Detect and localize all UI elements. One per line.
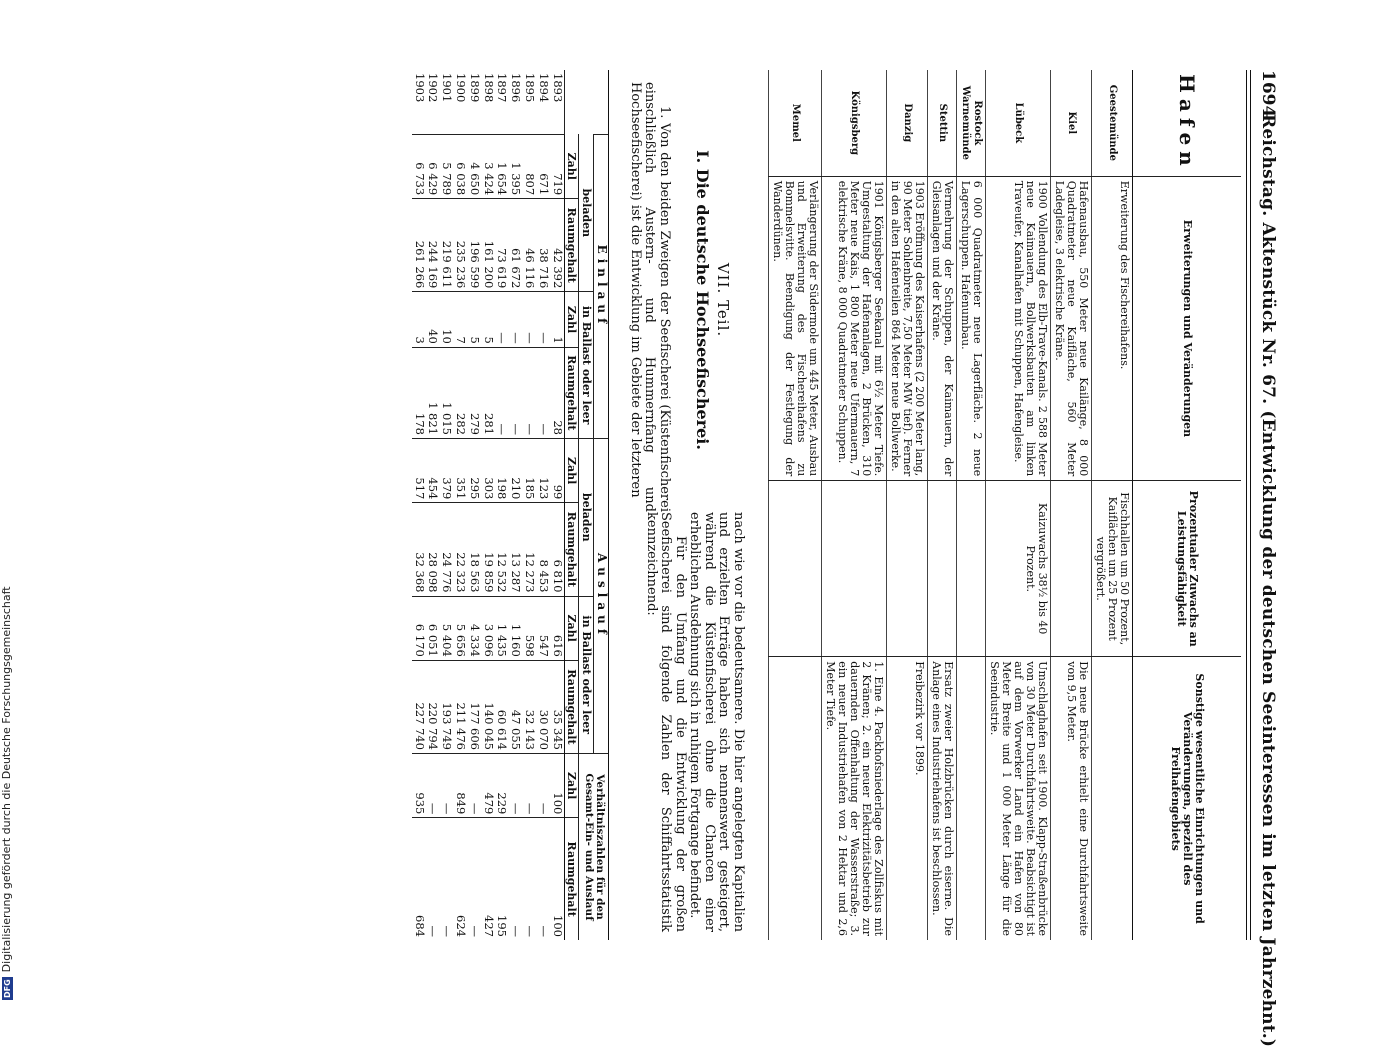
port-cell: Danzig <box>902 103 913 143</box>
value-cell: 100 <box>550 754 564 818</box>
value-cell: 3 096 <box>481 596 495 660</box>
growth-cell <box>887 481 928 657</box>
port-cell: Stettin <box>937 103 948 143</box>
other-cell: Die neue Brücke erhielt eine Durchfahrtsweite von 9,5 Meter. <box>1051 657 1092 940</box>
value-cell: — <box>522 347 536 438</box>
growth-cell <box>957 481 986 657</box>
table-row <box>439 70 453 940</box>
growth-cell <box>822 481 887 657</box>
value-cell: 244 169 <box>426 199 440 292</box>
growth-cell: Fischhallen um 50 Prozent, Kaiflächen um 25 Prozent vergrößert. <box>1092 481 1133 657</box>
value-cell: 229 <box>495 754 509 818</box>
value-cell: 99 <box>550 439 564 503</box>
value-cell: 5 789 <box>439 134 453 198</box>
sub-in-ballast: in Ballast oder leer <box>579 292 594 439</box>
changes-cell: 6 000 Quadratmeter neue Lagerfläche. 2 neue Lagerschuppen. Hafenumbau. <box>957 176 986 480</box>
year-cell: 1900 <box>454 73 469 103</box>
table-row <box>986 70 1051 940</box>
port-cell: Lübeck <box>1013 102 1024 144</box>
other-cell <box>1092 657 1133 940</box>
col-count: Zahl <box>564 439 579 503</box>
year-cell: 1895 <box>523 73 538 103</box>
traffic-table <box>412 70 609 940</box>
value-cell: — <box>522 292 536 347</box>
value-cell: 3 424 <box>481 134 495 198</box>
traffic-header-groups <box>594 70 609 940</box>
value-cell: 379 <box>439 439 453 503</box>
changes-cell: Verlängerung der Südermole um 445 Meter, Ausbau und Erweiterung des Fischereihafens zu Bommelsvitte. Beendigung der Festlegung der Wanderdünen. <box>769 176 822 480</box>
value-cell: 351 <box>453 439 467 503</box>
value-cell: — <box>439 818 453 940</box>
section-title: I. Die deutsche Hochseefischerei. <box>693 150 712 450</box>
value-cell: 19 859 <box>481 503 495 596</box>
value-cell: 12 273 <box>522 503 536 596</box>
table-row <box>1051 70 1092 940</box>
value-cell: 261 266 <box>412 199 426 292</box>
value-cell: 28 <box>550 347 564 438</box>
other-cell: Umschlaghafen seit 1900. Klapp-Straßenbrücke von 30 Meter Durchfahrtsweite. Beabsichtigt ist auf dem Vorwerker Land ein Hafen von 80 Meter Breite und 1 000 Meter Länge für die Seeindustrie. <box>986 657 1051 940</box>
value-cell: — <box>522 754 536 818</box>
table-row <box>822 70 887 940</box>
value-cell: 1 <box>550 292 564 347</box>
harbor-table-header <box>1133 70 1242 940</box>
traffic-header-cols <box>564 70 579 940</box>
value-cell: 6 170 <box>412 596 426 660</box>
port-cell: Rostock Warnemünde <box>960 85 983 160</box>
table-row <box>769 70 822 940</box>
value-cell: 47 055 <box>508 660 522 753</box>
value-cell: 18 563 <box>467 503 481 596</box>
value-cell: 807 <box>522 134 536 198</box>
page-header <box>1253 70 1278 1047</box>
year-cell: 1902 <box>426 73 441 103</box>
harbor-table-body <box>769 70 1133 940</box>
growth-cell <box>769 481 822 657</box>
traffic-table-body <box>412 70 564 940</box>
value-cell: 32 368 <box>412 503 426 596</box>
paragraph-2: nach wie vor die bedeutsamere. Die hier angelegten Kapitalien und erzielten Erträge haben sich nennenswert gesteigert, während die Küstenfischerei ohne die Chancen einer erheblichen Ausdehnung sich in ruhigem Fortgange befindet. <box>687 512 746 932</box>
value-cell: 281 <box>481 347 495 438</box>
value-cell: 193 749 <box>439 660 453 753</box>
value-cell: — <box>536 292 550 347</box>
table-row <box>957 70 986 940</box>
value-cell: 219 611 <box>439 199 453 292</box>
value-cell: 40 <box>426 292 440 347</box>
value-cell: 6 733 <box>412 134 426 198</box>
other-cell: 1. Eine 4. Packhofsniederlage des Zollfiskus mit 2 Kränen; 2. ein neuer Elektrizitätsbetrieb zur dauernden Offenhaltung der Wasserstraße; 3. ein neuer Industriehafen von 2 Hektar und 2,6 Meter Tiefe. <box>822 657 887 940</box>
value-cell: 6 051 <box>426 596 440 660</box>
table-row <box>412 70 426 940</box>
value-cell: 32 143 <box>522 660 536 753</box>
table-row <box>453 70 467 940</box>
year-cell: 1899 <box>467 73 482 103</box>
other-cell <box>957 657 986 940</box>
value-cell: 1 821 <box>426 347 440 438</box>
value-cell: 684 <box>412 818 426 940</box>
value-cell: 12 532 <box>495 503 509 596</box>
growth-cell: Kaizuwachs 38½ bis 40 Prozent. <box>986 481 1051 657</box>
value-cell: 282 <box>453 347 467 438</box>
value-cell: — <box>439 754 453 818</box>
col-header-year <box>564 70 608 134</box>
value-cell: 4 650 <box>467 134 481 198</box>
value-cell: 220 794 <box>426 660 440 753</box>
col-count: Zahl <box>564 596 579 660</box>
value-cell: 178 <box>412 347 426 438</box>
paragraph-1: 1. Von den beiden Zweigen der Seefischerei (Küstenfischerei einschließlich Austern- und Hummernfang und Hochseefischerei) ist die Entwicklung im Gebiete der letzteren <box>628 82 672 512</box>
value-cell: 227 740 <box>412 660 426 753</box>
value-cell: 177 606 <box>467 660 481 753</box>
value-cell: 517 <box>412 439 426 503</box>
value-cell: 210 <box>508 439 522 503</box>
changes-cell: Vermehrung der Schuppen, der Kaimauern, der Gleisanlagen und der Kräne. <box>928 176 957 480</box>
other-cell <box>769 657 822 940</box>
value-cell: 6 810 <box>550 503 564 596</box>
value-cell: 22 323 <box>453 503 467 596</box>
value-cell: 10 <box>439 292 453 347</box>
value-cell: 30 070 <box>536 660 550 753</box>
col-tonnage: Raumgehalt <box>564 818 579 940</box>
value-cell: 1 015 <box>439 347 453 438</box>
digitization-credit <box>0 0 20 1000</box>
table-row <box>1092 70 1133 940</box>
col-tonnage: Raumgehalt <box>564 347 579 438</box>
value-cell: 42 392 <box>550 199 564 292</box>
value-cell: 8 453 <box>536 503 550 596</box>
value-cell: 5 <box>467 292 481 347</box>
value-cell: 616 <box>550 596 564 660</box>
value-cell: 5 656 <box>453 596 467 660</box>
value-cell: — <box>495 292 509 347</box>
value-cell: 935 <box>412 754 426 818</box>
value-cell: 1 160 <box>508 596 522 660</box>
value-cell: — <box>536 347 550 438</box>
value-cell: 38 716 <box>536 199 550 292</box>
year-cell: 1897 <box>495 73 510 103</box>
table-row <box>928 70 957 940</box>
value-cell: — <box>508 754 522 818</box>
value-cell: 1 654 <box>495 134 509 198</box>
value-cell: — <box>508 292 522 347</box>
value-cell: 28 098 <box>426 503 440 596</box>
col-header-harbor: Hafen <box>1133 70 1242 176</box>
value-cell: 7 <box>453 292 467 347</box>
value-cell: — <box>426 754 440 818</box>
other-cell: Ersatz zweier Holzbrücken durch eiserne. Die Anlage eines Industriehafens ist beschlossen. <box>928 657 957 940</box>
value-cell: 547 <box>536 596 550 660</box>
port-cell: Geestemünde <box>1107 84 1118 162</box>
rotated-page <box>275 70 1278 1047</box>
group-einlauf: Einlauf <box>594 134 609 438</box>
value-cell: 46 116 <box>522 199 536 292</box>
col-header-growth: Prozentualer Zuwachs an Leistungsfähigkeit <box>1133 481 1242 657</box>
page-number: 1694 <box>1258 70 1278 118</box>
value-cell: 100 <box>550 818 564 940</box>
year-cell: 1896 <box>509 73 524 103</box>
table-row <box>536 70 550 940</box>
value-cell: 624 <box>453 818 467 940</box>
table-row <box>508 70 522 940</box>
year-cell: 1894 <box>536 73 551 103</box>
value-cell: — <box>508 347 522 438</box>
value-cell: 73 619 <box>495 199 509 292</box>
table-row <box>550 70 564 940</box>
value-cell: 35 345 <box>550 660 564 753</box>
table-row <box>426 70 440 940</box>
value-cell: 3 <box>412 292 426 347</box>
col-header-other: Sonstige wesentliche Einrichtungen und Veränderungen, speziell des Freihafengebiets <box>1133 657 1242 940</box>
value-cell: 185 <box>522 439 536 503</box>
value-cell: 60 614 <box>495 660 509 753</box>
year-cell: 1901 <box>440 73 455 103</box>
value-cell: 849 <box>453 754 467 818</box>
col-count: Zahl <box>564 134 579 198</box>
port-cell: Memel <box>790 103 801 142</box>
changes-cell: 1903 Eröffnung des Kaiserhafens (2 200 Meter lang, 90 Meter Sohlenbreite, 7,50 Meter MW tief). Ferner in den alten Hafenteilen 864 Meter neue Bollwerke. <box>887 176 928 480</box>
value-cell: 719 <box>550 134 564 198</box>
paragraph-3: Für den Umfang und die Entwicklung der großen Seefischerei sind folgende Zahlen der Schiffahrtsstatistik kennzeichnend: <box>644 512 688 932</box>
year-cell: 1893 <box>550 73 565 103</box>
value-cell: 6 429 <box>426 134 440 198</box>
col-count: Zahl <box>564 292 579 347</box>
value-cell: — <box>495 347 509 438</box>
table-row <box>887 70 928 940</box>
sub-out-ballast: in Ballast oder leer <box>579 596 594 754</box>
value-cell: 61 672 <box>508 199 522 292</box>
value-cell: 671 <box>536 134 550 198</box>
header-rule <box>1250 70 1251 940</box>
value-cell: 6 038 <box>453 134 467 198</box>
year-cell: 1898 <box>481 73 496 103</box>
credit-text: Digitalisierung gefördert durch die Deutsche Forschungsgemeinschaft <box>0 586 13 973</box>
changes-cell: 1901 Königsberger Seekanal mit 6½ Meter Tiefe. Umgestaltung der Hafenanlagen, 2 Brücken, 310 Meter neue Kais, 1 800 Meter neue Ufermauern, 7 elektrische Kräne, 8 000 Quadratmeter Schuppen. <box>822 176 887 480</box>
value-cell: 196 599 <box>467 199 481 292</box>
changes-cell: Erweiterung des Fischereihafens. <box>1092 176 1133 480</box>
value-cell: 198 <box>495 439 509 503</box>
dfg-logo-icon: DFG <box>2 979 12 998</box>
value-cell: 195 <box>495 818 509 940</box>
port-cell: Kiel <box>1066 111 1077 135</box>
table-row <box>495 70 509 940</box>
col-tonnage: Raumgehalt <box>564 199 579 292</box>
value-cell: 454 <box>426 439 440 503</box>
col-tonnage: Raumgehalt <box>564 503 579 596</box>
col-tonnage: Raumgehalt <box>564 660 579 753</box>
value-cell: 161 200 <box>481 199 495 292</box>
value-cell: 24 776 <box>439 503 453 596</box>
value-cell: — <box>522 818 536 940</box>
value-cell: 211 476 <box>453 660 467 753</box>
value-cell: 140 045 <box>481 660 495 753</box>
page-title: Reichstag. Aktenstück Nr. 67. (Entwicklung der deutschen Seeinteressen im letzten Jahrzehnt.) <box>1258 114 1278 1047</box>
port-cell: Königsberg <box>849 90 860 156</box>
value-cell: 5 <box>481 292 495 347</box>
value-cell: 123 <box>536 439 550 503</box>
changes-cell: Hafenausbau, 550 Meter neue Kailänge, 8 000 Quadratmeter neue Kaifläche, 560 Meter Ladegleise, 3 elektrische Kräne. <box>1051 176 1092 480</box>
value-cell: 479 <box>481 754 495 818</box>
header-rule-2 <box>1246 70 1247 940</box>
value-cell: 279 <box>467 347 481 438</box>
value-cell: 4 334 <box>467 596 481 660</box>
year-cell: 1903 <box>412 73 427 103</box>
value-cell: — <box>536 754 550 818</box>
group-ratio: Verhältniszahlen für den Gesamt-Ein- und Auslauf <box>579 754 609 941</box>
value-cell: 13 287 <box>508 503 522 596</box>
value-cell: 303 <box>481 439 495 503</box>
col-count: Zahl <box>564 754 579 818</box>
value-cell: — <box>536 818 550 940</box>
table-row <box>467 70 481 940</box>
value-cell: — <box>467 754 481 818</box>
group-auslauf: Auslauf <box>594 439 609 754</box>
value-cell: 598 <box>522 596 536 660</box>
part-title: VII. Teil. <box>714 262 732 338</box>
harbor-table <box>768 70 1241 940</box>
table-row <box>481 70 495 940</box>
sub-in-laden: beladen <box>579 134 594 292</box>
other-cell: Freibezirk vor 1899. <box>887 657 928 940</box>
growth-cell <box>1051 481 1092 657</box>
value-cell: — <box>426 818 440 940</box>
value-cell: — <box>467 818 481 940</box>
changes-cell: 1900 Vollendung des Elb-Trave-Kanals. 2 588 Meter neue Kaimauern, Bollwerksbauten am linken Traveufer, Kanalhafen mit Schuppen, Hafengleise. <box>986 176 1051 480</box>
value-cell: 295 <box>467 439 481 503</box>
sub-out-laden: beladen <box>579 439 594 597</box>
table-row <box>522 70 536 940</box>
value-cell: 5 404 <box>439 596 453 660</box>
growth-cell <box>928 481 957 657</box>
value-cell: 1 435 <box>495 596 509 660</box>
value-cell: — <box>508 818 522 940</box>
value-cell: 427 <box>481 818 495 940</box>
value-cell: 235 236 <box>453 199 467 292</box>
col-header-changes: Erweiterungen und Veränderungen <box>1133 176 1242 480</box>
value-cell: 1 395 <box>508 134 522 198</box>
